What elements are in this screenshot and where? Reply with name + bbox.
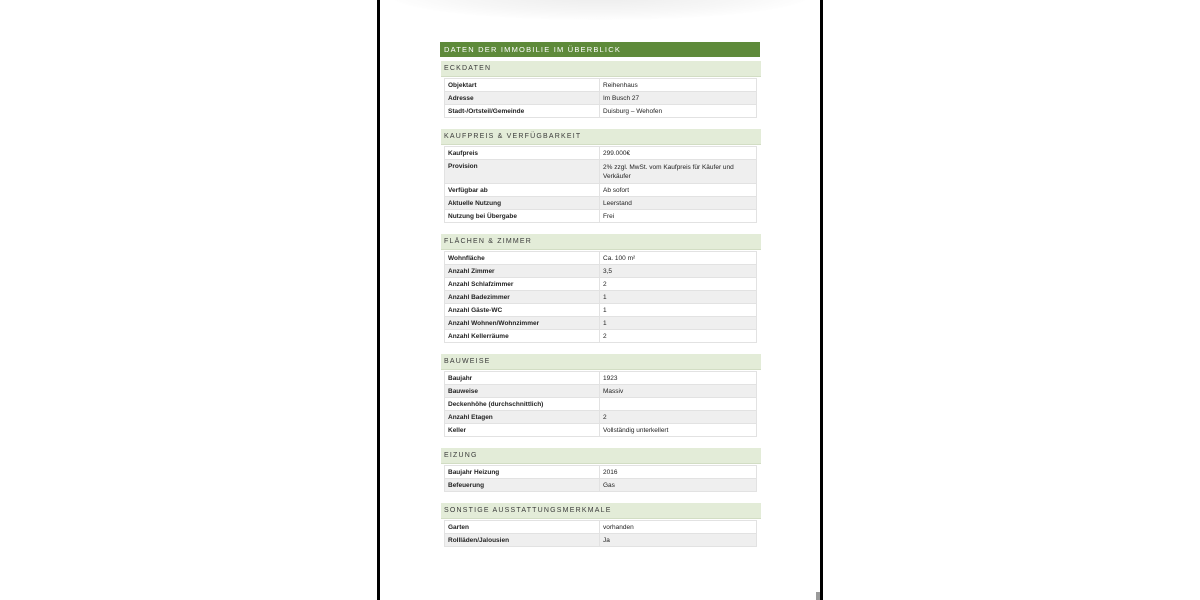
row-value: Frei [600, 210, 757, 223]
row-label: Verfügbar ab [445, 184, 600, 197]
row-value: Vollständig unterkellert [600, 424, 757, 437]
row-label: Provision [445, 160, 600, 184]
data-table [444, 465, 757, 492]
row-value: Duisburg – Wehofen [600, 105, 757, 118]
table-row [445, 411, 757, 424]
table-row [445, 466, 757, 479]
table-row [445, 398, 757, 411]
row-value: Reihenhaus [600, 79, 757, 92]
table-row [445, 385, 757, 398]
section-heading: ECKDATEN [441, 61, 761, 77]
row-value: 299.000€ [600, 147, 757, 160]
row-label: Wohnfläche [445, 252, 600, 265]
property-data-overview [440, 42, 760, 558]
document-title: DATEN DER IMMOBILIE IM ÜBERBLICK [440, 42, 760, 57]
row-value: 1923 [600, 372, 757, 385]
page-shadow [390, 0, 810, 20]
row-label: Baujahr [445, 372, 600, 385]
row-label: Deckenhöhe (durchschnittlich) [445, 398, 600, 411]
row-value: 2 [600, 278, 757, 291]
section-eckdaten [440, 61, 760, 118]
data-table [444, 371, 757, 437]
data-table [444, 520, 757, 547]
row-value: Massiv [600, 385, 757, 398]
row-label: Nutzung bei Übergabe [445, 210, 600, 223]
table-row [445, 197, 757, 210]
row-label: Anzahl Badezimmer [445, 291, 600, 304]
row-value: 1 [600, 291, 757, 304]
section-heading: FLÄCHEN & ZIMMER [441, 234, 761, 250]
data-table [444, 146, 757, 223]
row-label: Anzahl Zimmer [445, 265, 600, 278]
row-label: Anzahl Kellerräume [445, 330, 600, 343]
data-table [444, 78, 757, 118]
table-row [445, 534, 757, 547]
row-label: Aktuelle Nutzung [445, 197, 600, 210]
row-value: 1 [600, 304, 757, 317]
table-row [445, 330, 757, 343]
table-row [445, 278, 757, 291]
section-heading: EIZUNG [441, 448, 761, 464]
section-bauweise [440, 354, 760, 437]
row-label: Adresse [445, 92, 600, 105]
table-row [445, 147, 757, 160]
row-value: vorhanden [600, 521, 757, 534]
section-kaufpreis [440, 129, 760, 223]
section-sonstige-ausstattung [440, 503, 760, 547]
section-heading: KAUFPREIS & VERFÜGBARKEIT [441, 129, 761, 145]
table-row [445, 317, 757, 330]
document-page [377, 0, 823, 600]
table-row [445, 372, 757, 385]
row-value: 2 [600, 411, 757, 424]
row-value: 1 [600, 317, 757, 330]
row-label: Objektart [445, 79, 600, 92]
row-label: Rollläden/Jalousien [445, 534, 600, 547]
table-row [445, 210, 757, 223]
row-label: Anzahl Etagen [445, 411, 600, 424]
row-label: Stadt-/Ortsteil/Gemeinde [445, 105, 600, 118]
table-row [445, 160, 757, 184]
row-value: Ab sofort [600, 184, 757, 197]
scrollbar-thumb[interactable] [816, 592, 820, 600]
row-label: Kaufpreis [445, 147, 600, 160]
row-value [600, 398, 757, 411]
table-row [445, 521, 757, 534]
row-label: Befeuerung [445, 479, 600, 492]
row-value: Ja [600, 534, 757, 547]
row-label: Baujahr Heizung [445, 466, 600, 479]
table-row [445, 79, 757, 92]
section-heading: SONSTIGE AUSSTATTUNGSMERKMALE [441, 503, 761, 519]
table-row [445, 424, 757, 437]
row-label: Keller [445, 424, 600, 437]
table-row [445, 105, 757, 118]
section-flaechen [440, 234, 760, 343]
row-label: Garten [445, 521, 600, 534]
table-row [445, 184, 757, 197]
table-row [445, 291, 757, 304]
row-label: Anzahl Schlafzimmer [445, 278, 600, 291]
row-value: Leerstand [600, 197, 757, 210]
data-table [444, 251, 757, 343]
row-value: 3,5 [600, 265, 757, 278]
row-value: 2016 [600, 466, 757, 479]
row-value: Ca. 100 m² [600, 252, 757, 265]
row-label: Bauweise [445, 385, 600, 398]
row-value: 2 [600, 330, 757, 343]
row-label: Anzahl Wohnen/Wohnzimmer [445, 317, 600, 330]
row-value: Im Busch 27 [600, 92, 757, 105]
row-value: 2% zzgl. MwSt. vom Kaufpreis für Käufer und Verkäufer [600, 160, 757, 184]
table-row [445, 92, 757, 105]
row-label: Anzahl Gäste-WC [445, 304, 600, 317]
table-row [445, 252, 757, 265]
table-row [445, 265, 757, 278]
table-row [445, 304, 757, 317]
table-row [445, 479, 757, 492]
row-value: Gas [600, 479, 757, 492]
section-heizung [440, 448, 760, 492]
section-heading: BAUWEISE [441, 354, 761, 370]
